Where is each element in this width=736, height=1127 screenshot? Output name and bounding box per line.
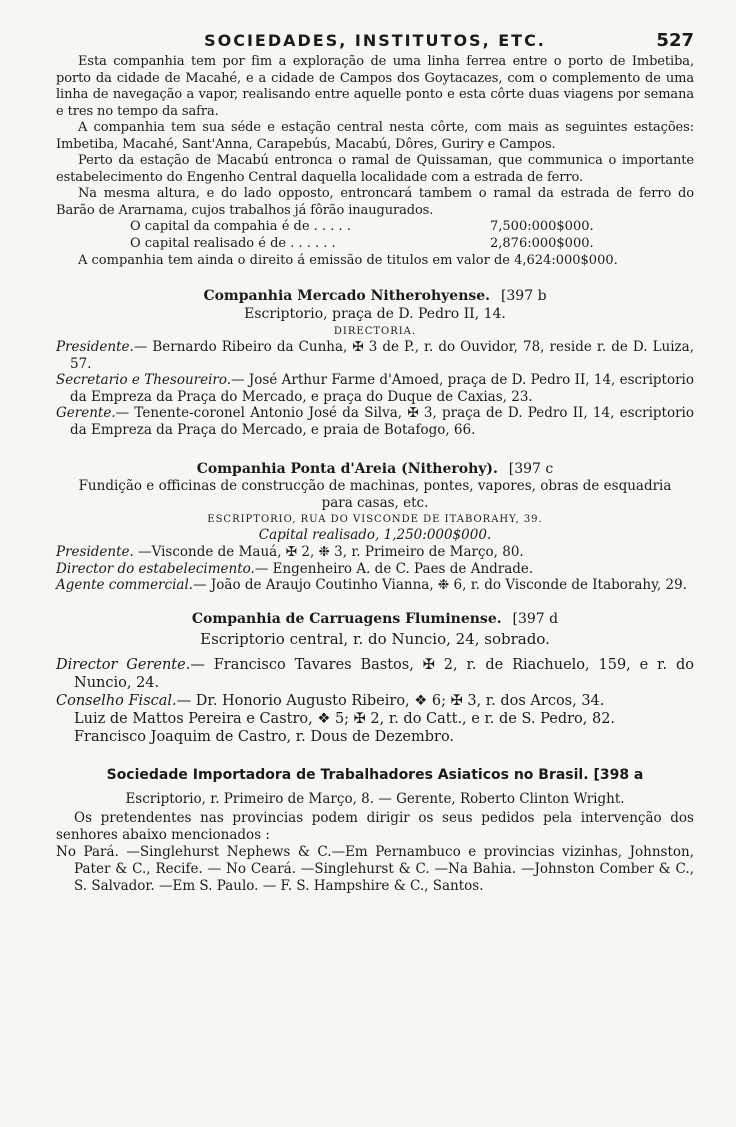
entry-text: — Engenheiro A. de C. Paes de Andrade. xyxy=(254,560,534,577)
section-heading xyxy=(56,610,694,628)
capital-line xyxy=(56,219,694,236)
subsection-title: DIRECTORIA. xyxy=(333,326,417,337)
intro-section xyxy=(56,54,694,269)
running-head xyxy=(56,28,694,54)
capital-label: O capital da compahia é de . . . . . xyxy=(130,219,351,234)
intro-paragraph: A companhia tem sua séde e estação central nesta côrte, com mais as seguintes estações: Imbetiba, Macahé, Sant'Anna, Carapebús, Macabú, Dôres, Guriry e Campos. xyxy=(56,120,694,152)
board-entry xyxy=(56,577,694,594)
importadora-section xyxy=(56,766,694,895)
capital-value: 7,500:000$000. xyxy=(490,219,594,234)
reference-number: [397 d xyxy=(512,610,559,627)
role: Agente commercial. xyxy=(56,577,194,593)
entry-text: — Dr. Honorio Augusto Ribeiro, ❖ 6; ✠ 3, r. dos Arcos, 34. xyxy=(176,692,605,709)
council-member: Francisco Joaquim de Castro, r. Dous de Dezembro. xyxy=(74,728,455,745)
capital-value: 2,876:000$000. xyxy=(490,235,594,251)
board-entry xyxy=(56,656,694,692)
entry-text: — José Arthur Farme d'Amoed, praça de D. Pedro II, 14, escriptorio da Empreza da Praça do Mercado, e praça do Duque de Caxias, 23. xyxy=(70,372,694,405)
role: Gerente. xyxy=(56,405,116,421)
intro-paragraph: Esta companhia tem por fim a exploração de uma linha ferrea entre o porto de Imbetiba, porto da cidade de Macahé, e a cidade de Campos dos Goytacazes, com o complemento de uma linha de navegação a vapor, realisando entre aquelle ponto e esta côrte duas viagens por semana e tres no tempo da safra. xyxy=(56,54,694,119)
notice-text: Os pretendentes nas provincias podem dirigir os seus pedidos pela intervenção dos senhores abaixo mencionados : xyxy=(56,809,694,843)
running-title: SOCIEDADES, INSTITUTOS, ETC. xyxy=(204,31,546,50)
role: Conselho Fiscal. xyxy=(56,692,177,709)
capital-label: O capital realisado é de . . . . . . xyxy=(130,235,336,251)
role: Presidente. xyxy=(56,339,134,355)
board-entry xyxy=(56,561,694,578)
entry-text: — Francisco Tavares Bastos, ✠ 2, r. de Riachuelo, 159, e r. do Nuncio, 24. xyxy=(74,656,694,691)
board-entry xyxy=(56,372,694,405)
capital-statement: Capital realisado, 1,250:000$000. xyxy=(258,527,492,543)
page-number: 527 xyxy=(656,30,694,51)
entry-text: —Visconde de Mauá, ✠ 2, ❉ 3, r. Primeiro de Março, 80. xyxy=(133,544,524,560)
company-description: Fundição e officinas de construcção de machinas, pontes, vapores, obras de esquadria para casas, etc. xyxy=(78,478,672,511)
agents-list: No Pará. —Singlehurst Nephews & C.—Em Pernambuco e provincias vizinhas, Johnston, Pater & C., Recife. — No Ceará. —Singlehurst & C. —Na Bahia. —Johnston Comber & C., S. Salvador. —Em S. Paulo. — F. S. Hampshire & C., Santos. xyxy=(56,843,694,894)
reference-number: [397 c xyxy=(508,461,554,477)
board-entry xyxy=(56,339,694,372)
section-heading xyxy=(56,287,694,305)
board-entry xyxy=(56,544,694,561)
role: Director Gerente. xyxy=(56,656,191,673)
office-address: Escriptorio, praça de D. Pedro II, 14. xyxy=(244,306,506,322)
capital-line xyxy=(56,236,694,253)
role: Presidente. xyxy=(56,544,134,560)
section-heading xyxy=(56,766,694,784)
heading-text: Companhia Ponta d'Areia (Nitherohy). xyxy=(196,461,498,477)
reference-number: [398 a xyxy=(593,766,644,783)
office-address: ESCRIPTORIO, RUA DO VISCONDE DE ITABORAHY, 39. xyxy=(207,514,543,525)
intro-paragraph: Na mesma altura, e do lado opposto, entroncará tambem o ramal da estrada de ferro do Barão de Ararnama, cujos trabalhos já fôrão inaugurados. xyxy=(56,186,694,218)
emission-line: A companhia tem ainda o direito á emissão de titulos em valor de 4,624:000$000. xyxy=(78,253,618,268)
board-entry xyxy=(56,405,694,438)
section-heading xyxy=(56,460,694,478)
ponta-areia-section xyxy=(56,460,694,594)
reference-number: [397 b xyxy=(500,288,547,304)
intro-paragraph: Perto da estação de Macabú entronca o ramal de Quissaman, que communica o importante estabelecimento do Engenho Central daquella localidade com a estrada de ferro. xyxy=(56,153,694,185)
page xyxy=(56,28,694,895)
entry-text: — Tenente-coronel Antonio José da Silva, ✠ 3, praça de D. Pedro II, 14, escriptorio da Empreza da Praça do Mercado, e praia de Botafogo, 66. xyxy=(70,405,694,438)
heading-text: Companhia Mercado Nitherohyense. xyxy=(203,288,491,304)
heading-text: Companhia de Carruagens Fluminense. xyxy=(191,610,502,627)
office-address: Escriptorio central, r. do Nuncio, 24, sobrado. xyxy=(200,629,550,648)
carruagens-section xyxy=(56,610,694,746)
heading-text: Sociedade Importadora de Trabalhadores Asiaticos no Brasil. xyxy=(106,766,589,783)
office-address: Escriptorio, r. Primeiro de Março, 8. — Gerente, Roberto Clinton Wright. xyxy=(125,790,625,807)
board-entry xyxy=(56,692,694,710)
role: Director do estabelecimento. xyxy=(56,560,255,577)
mercado-section xyxy=(56,287,694,438)
role: Secretario e Thesoureiro. xyxy=(56,372,232,388)
council-member: Luiz de Mattos Pereira e Castro, ❖ 5; ✠ 2, r. do Catt., e r. de S. Pedro, 82. xyxy=(74,710,616,727)
entry-text: — Bernardo Ribeiro da Cunha, ✠ 3 de P., r. do Ouvidor, 78, reside r. de D. Luiza, 57. xyxy=(70,339,694,372)
entry-text: — João de Araujo Coutinho Vianna, ❉ 6, r. do Visconde de Itaborahy, 29. xyxy=(193,577,687,593)
